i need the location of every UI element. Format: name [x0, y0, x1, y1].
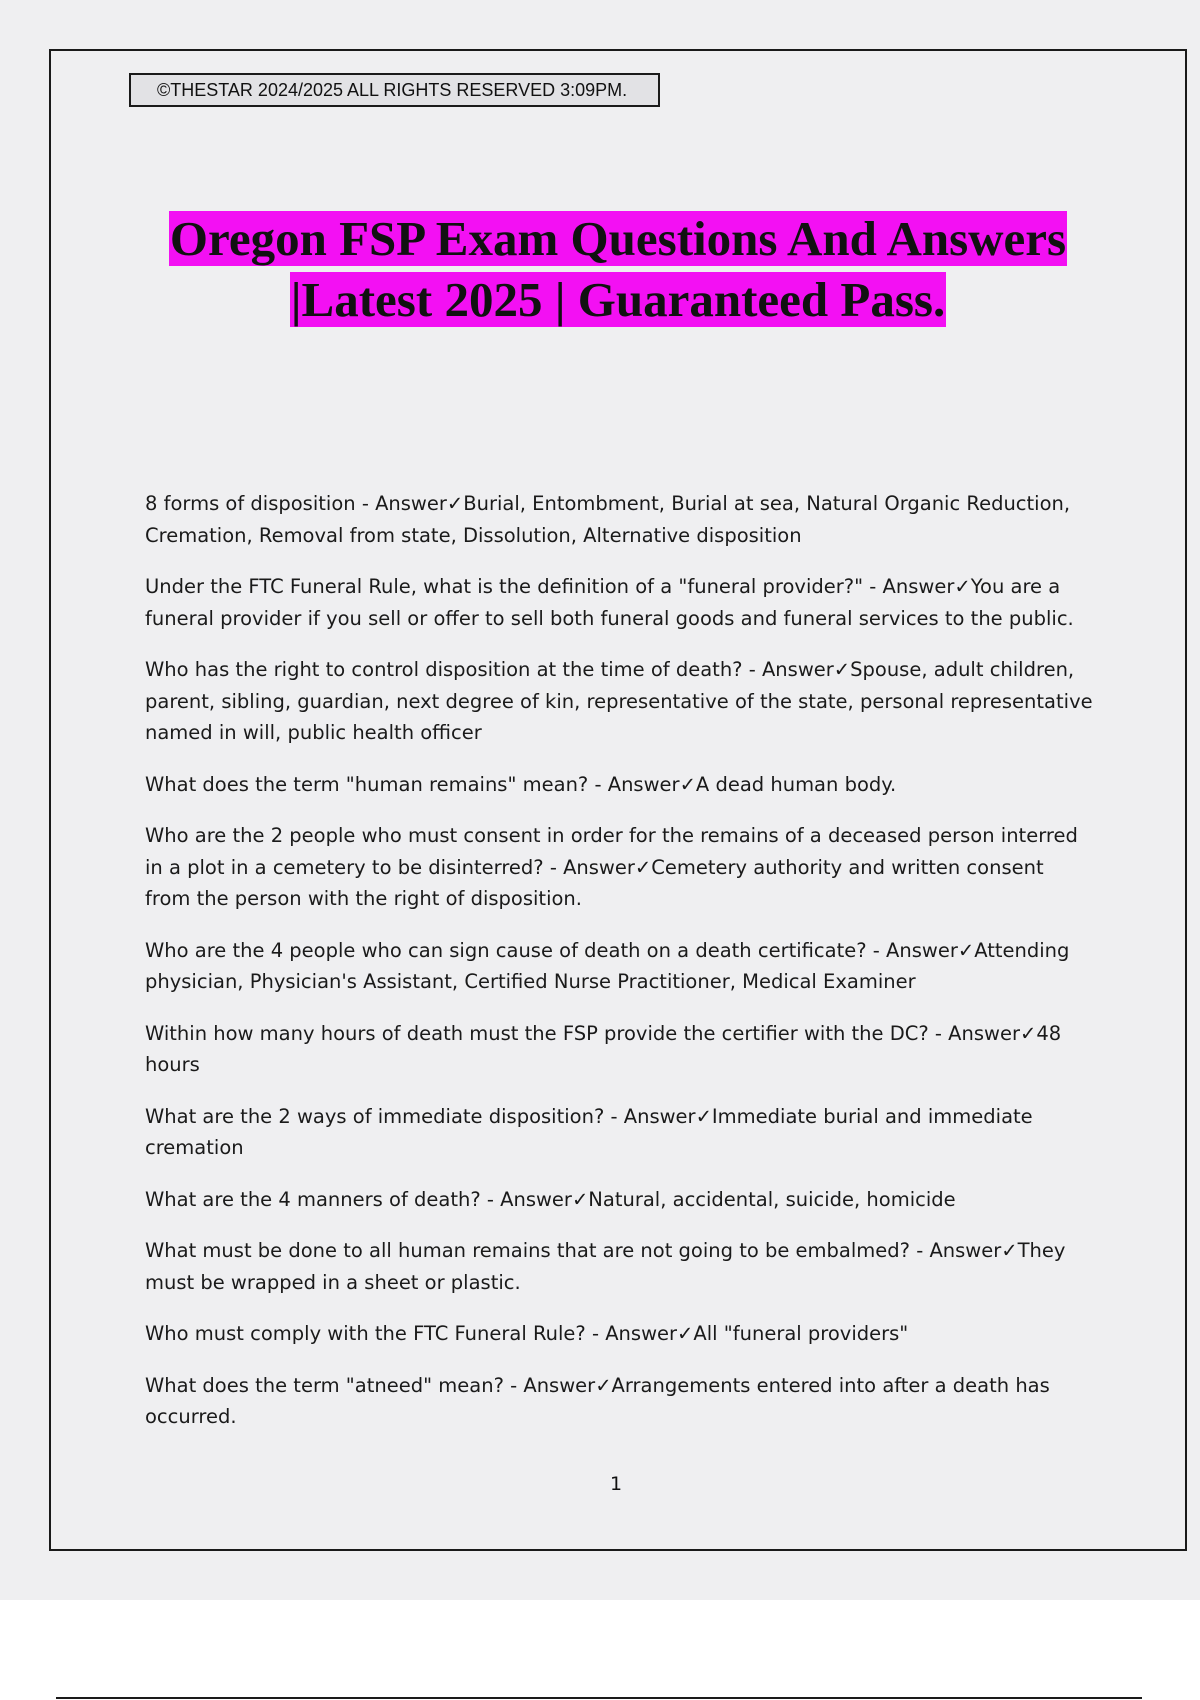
answer-text: Attending physician, Physician's Assistant, Certified Nurse Practitioner, Medical Examiner: [145, 938, 1070, 993]
checkmark-icon: ✓: [833, 658, 851, 681]
qa-item: 8 forms of disposition - Answer✓Burial, Entombment, Burial at sea, Natural Organic Reduction, Cremation, Removal from state, Dissolution, Alternative disposition: [145, 492, 1071, 547]
question-text: What does the term "human remains" mean?: [145, 772, 589, 796]
answer-text: 48 hours: [145, 1021, 1062, 1076]
question-text: What are the 2 ways of immediate disposition?: [145, 1104, 605, 1128]
checkmark-icon: ✓: [1019, 1021, 1037, 1045]
qa-item: What must be done to all human remains that are not going to be embalmed? - Answer✓They must be wrapped in a sheet or plastic.: [145, 1239, 1066, 1294]
qa-item: What are the 4 manners of death? - Answer✓Natural, accidental, suicide, homicide: [145, 1187, 956, 1211]
answer-text: Natural, accidental, suicide, homicide: [588, 1187, 956, 1211]
question-text: What must be done to all human remains that are not going to be embalmed?: [145, 1239, 911, 1262]
question-text: Who are the 4 people who can sign cause of death on a death certificate?: [145, 938, 867, 962]
answer-label: Answer: [948, 1021, 1020, 1045]
qa-item: Under the FTC Funeral Rule, what is the definition of a "funeral provider?" - Answer✓You are a funeral provider if you sell or offer to sell both funeral goods and funeral services to the public.: [145, 575, 1074, 630]
answer-text: Immediate burial and immediate cremation: [145, 1104, 1033, 1159]
question-text: What does the term "atneed" mean?: [145, 1373, 504, 1397]
answer-label: Answer: [607, 772, 680, 796]
qa-item: What does the term "human remains" mean? - Answer✓A dead human body.: [145, 772, 897, 796]
answer-label: Answer: [523, 1373, 596, 1397]
checkmark-icon: ✓: [957, 938, 975, 962]
document-title: [100, 208, 1136, 330]
qa-list: [145, 488, 1095, 1453]
checkmark-icon: ✓: [679, 772, 696, 796]
page-number: 1: [609, 1473, 623, 1495]
answer-text: They must be wrapped in a sheet or plastic.: [145, 1239, 1066, 1294]
answer-label: Answer: [623, 1104, 696, 1128]
answer-label: Answer: [605, 1322, 678, 1345]
question-text: Who must comply with the FTC Funeral Rule?: [145, 1322, 586, 1345]
question-text: What are the 4 manners of death?: [145, 1187, 481, 1211]
qa-item: What does the term "atneed" mean? - Answer✓Arrangements entered into after a death has occurred.: [145, 1373, 1050, 1428]
question-text: Who are the 2 people who must consent in order for the remains of a deceased person interred in a plot in a cemetery to be disinterred?: [145, 824, 1078, 879]
answer-text: Arrangements entered into after a death has occurred.: [145, 1373, 1050, 1428]
answer-text: All "funeral providers": [693, 1322, 909, 1345]
title-line-1: Oregon FSP Exam Questions And Answers: [169, 211, 1067, 266]
answer-label: Answer: [882, 575, 955, 598]
checkmark-icon: ✓: [595, 1373, 612, 1397]
answer-label: Answer: [761, 658, 834, 681]
question-text: Within how many hours of death must the FSP provide the certifier with the DC?: [145, 1021, 929, 1045]
checkmark-icon: ✓: [695, 1104, 712, 1128]
answer-text: You are a funeral provider if you sell or offer to sell both funeral goods and funeral services to the public.: [145, 575, 1074, 630]
qa-item: Who must comply with the FTC Funeral Rule? - Answer✓All "funeral providers": [145, 1322, 909, 1345]
answer-text: Cemetery authority and written consent from the person with the right of disposition.: [145, 855, 1044, 910]
qa-item: Who are the 4 people who can sign cause of death on a death certificate? - Answer✓Attending physician, Physician's Assistant, Certified Nurse Practitioner, Medical Examiner: [145, 938, 1070, 993]
copyright-text: ©THESTAR 2024/2025 ALL RIGHTS RESERVED 3:09PM.: [157, 80, 628, 100]
answer-text: Burial, Entombment, Burial at sea, Natural Organic Reduction, Cremation, Removal from state, Dissolution, Alternative disposition: [145, 492, 1071, 547]
qa-item: Within how many hours of death must the FSP provide the certifier with the DC? - Answer✓48 hours: [145, 1021, 1062, 1076]
checkmark-icon: ✓: [446, 492, 464, 515]
copyright-banner: [129, 73, 660, 107]
answer-text: A dead human body.: [695, 772, 897, 796]
checkmark-icon: ✓: [1001, 1239, 1018, 1262]
answer-label: Answer: [929, 1239, 1002, 1262]
question-text: Under the FTC Funeral Rule, what is the definition of a "funeral provider?": [145, 575, 864, 598]
question-text: Who has the right to control disposition at the time of death?: [145, 658, 743, 681]
checkmark-icon: ✓: [677, 1322, 694, 1345]
checkmark-icon: ✓: [954, 575, 971, 598]
answer-label: Answer: [563, 855, 635, 879]
answer-label: Answer: [375, 492, 447, 515]
qa-item: What are the 2 ways of immediate disposition? - Answer✓Immediate burial and immediate cremation: [145, 1104, 1033, 1159]
qa-item: Who has the right to control disposition at the time of death? - Answer✓Spouse, adult children, parent, sibling, guardian, next degree of kin, representative of the state, personal representative named in will, public health officer: [145, 658, 1093, 744]
question-text: 8 forms of disposition: [145, 492, 356, 515]
checkmark-icon: ✓: [634, 855, 652, 879]
checkmark-icon: ✓: [571, 1187, 589, 1211]
bottom-divider: [56, 1697, 1142, 1699]
answer-label: Answer: [886, 938, 958, 962]
title-line-2: |Latest 2025 | Guaranteed Pass.: [290, 272, 946, 327]
answer-label: Answer: [500, 1187, 572, 1211]
answer-text: Spouse, adult children, parent, sibling, guardian, next degree of kin, representative of the state, personal representative named in will, public health officer: [145, 658, 1093, 744]
qa-item: Who are the 2 people who must consent in order for the remains of a deceased person interred in a plot in a cemetery to be disinterred? - Answer✓Cemetery authority and written consent from the person with the right of disposition.: [145, 824, 1078, 910]
